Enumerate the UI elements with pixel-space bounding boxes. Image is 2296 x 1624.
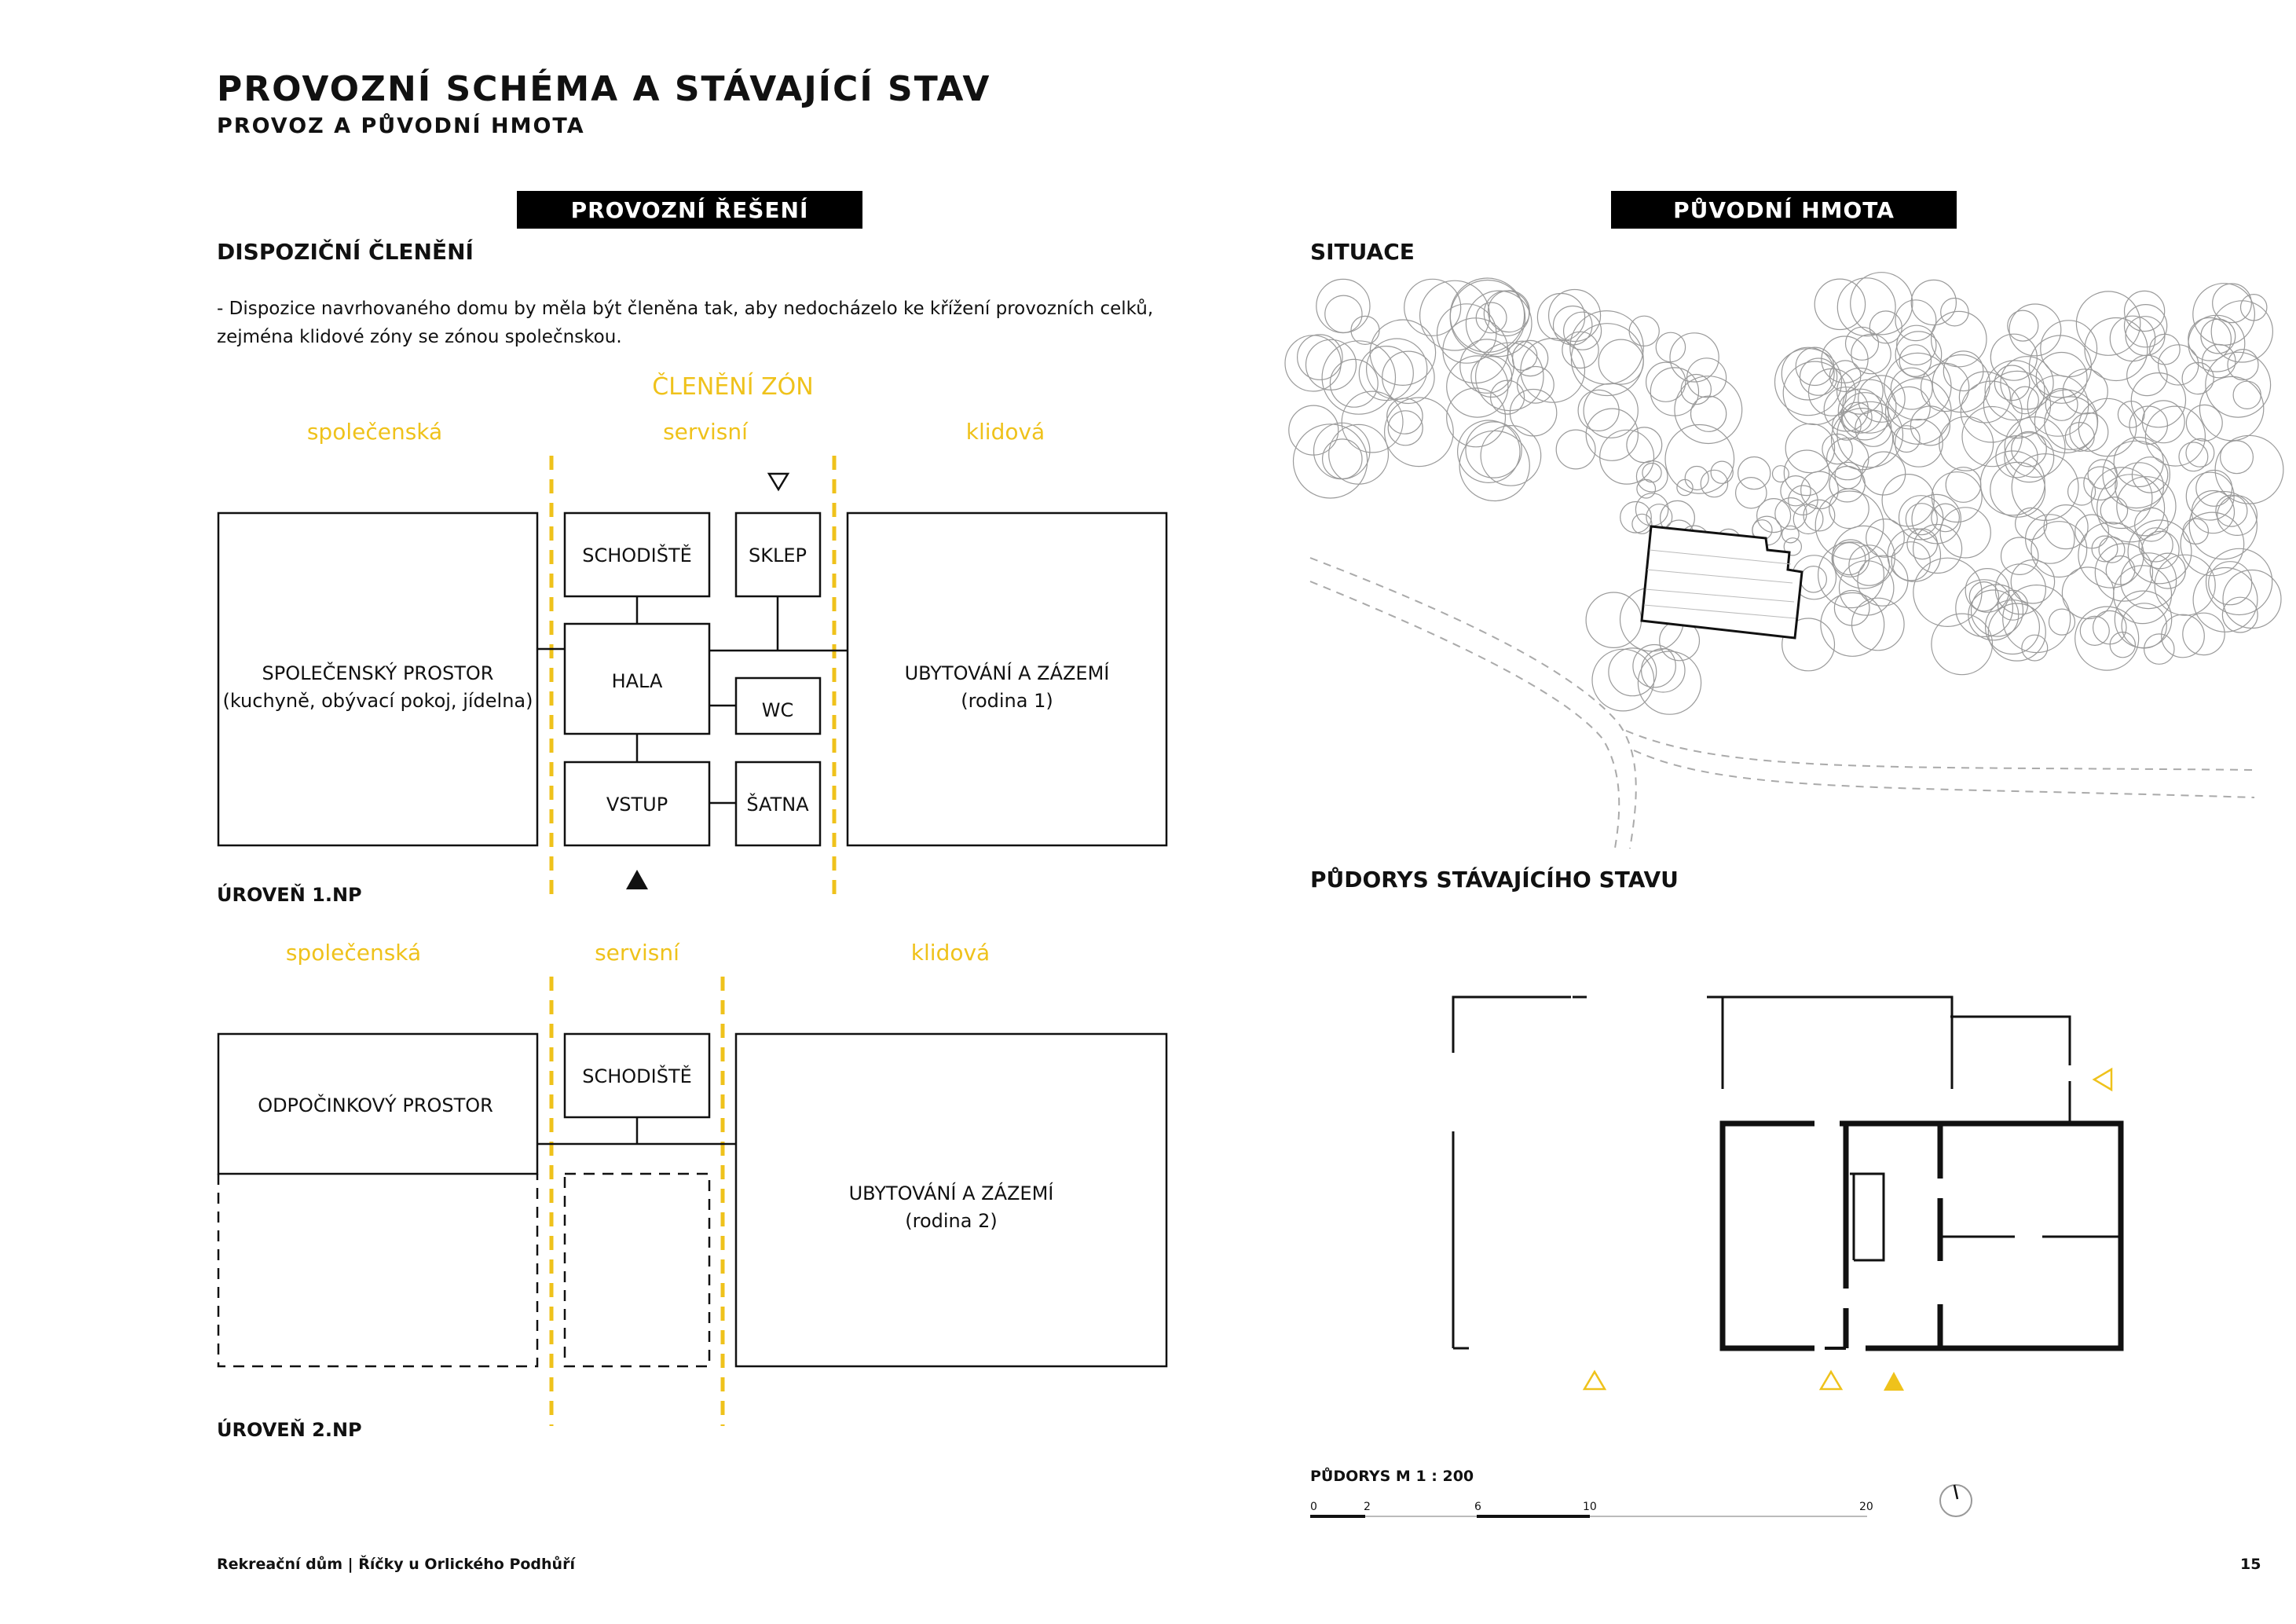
tree-canopy — [1985, 361, 2045, 420]
l2-zone-quiet: klidová — [910, 940, 991, 966]
puvodni-hmota-tag: PŮVODNÍ HMOTA — [1611, 191, 1957, 229]
tree-canopy — [2003, 585, 2071, 653]
tree-canopy — [1939, 416, 1994, 471]
tree-canopy — [2091, 467, 2152, 529]
plan-entrance-main-icon — [1884, 1372, 1904, 1391]
path-west-b — [1310, 581, 1619, 852]
tree-canopy — [2142, 531, 2179, 568]
tree-canopy — [1571, 324, 1643, 396]
l1-social-sub: (kuchyně, obývací pokoj, jídelna) — [222, 690, 533, 712]
l1-hall-label: HALA — [611, 670, 663, 692]
tree-canopy — [2144, 634, 2174, 664]
tree-canopy — [1869, 311, 1902, 343]
tree-canopy — [1980, 451, 2045, 515]
tree-canopy — [1629, 316, 1659, 346]
tree-canopy — [2078, 522, 2144, 588]
scale-tick-2: 2 — [1364, 1501, 1371, 1513]
tree-canopy-group — [1285, 273, 2283, 715]
l1-quiet-sub: (rodina 1) — [961, 690, 1053, 712]
tree-canopy — [1329, 424, 1389, 484]
tree-canopy — [2118, 401, 2144, 428]
tree-canopy — [1359, 346, 1413, 401]
scale-label: PŮDORYS M 1 : 200 — [1310, 1468, 1474, 1485]
page-title: PROVOZNÍ SCHÉMA A STÁVAJÍCÍ STAV — [217, 69, 991, 109]
l1-wc-label: WC — [761, 699, 794, 721]
north-arrow-icon — [1940, 1485, 1972, 1516]
tree-canopy — [1367, 339, 1427, 399]
tree-canopy — [1849, 545, 1889, 585]
level1-label: ÚROVEŇ 1.NP — [217, 884, 362, 906]
intro-line-2: zejména klidové zóny se zónou společnskou. — [217, 327, 622, 347]
tree-canopy — [1891, 542, 1930, 581]
plan-entrance-west-icon — [1584, 1372, 1605, 1389]
tree-canopy — [1884, 353, 1951, 420]
dispozicni-cleneni-heading: DISPOZIČNÍ ČLENĚNÍ — [217, 239, 474, 265]
tree-canopy — [1796, 347, 1833, 385]
tree-canopy — [1323, 439, 1362, 478]
tree-canopy — [1342, 391, 1403, 453]
tree-canopy — [1476, 343, 1543, 410]
tree-canopy — [1932, 311, 1987, 366]
tree-canopy — [1459, 431, 1529, 500]
tree-canopy — [1330, 359, 1378, 407]
tree-canopy — [2213, 284, 2252, 323]
footer-project: Rekreační dům | Říčky u Orlického Podhůří — [217, 1556, 575, 1573]
l1-stairs-label: SCHODIŠTĚ — [582, 544, 692, 566]
tree-canopy — [1385, 398, 1454, 467]
tree-canopy — [1325, 295, 1362, 332]
tree-canopy — [2122, 603, 2166, 648]
tree-canopy — [2193, 284, 2255, 346]
existing-floor-plan — [1453, 997, 2121, 1348]
tree-canopy — [1940, 508, 1990, 558]
tree-canopy — [2131, 373, 2185, 427]
path-east-b — [1634, 750, 2254, 797]
tree-canopy — [1578, 390, 1619, 431]
tree-canopy — [1829, 467, 1865, 502]
tree-canopy — [1821, 593, 1884, 657]
l1-quiet-label: UBYTOVÁNÍ A ZÁZEMÍ — [904, 662, 1110, 684]
page-number: 15 — [2240, 1556, 2261, 1573]
tree-canopy — [1316, 279, 1370, 332]
tree-canopy — [2193, 568, 2258, 632]
tree-canopy — [1484, 291, 1529, 335]
tree-canopy — [1627, 427, 1662, 463]
tree-canopy — [1598, 339, 1643, 384]
cellar-entrance-icon — [769, 474, 788, 489]
tree-canopy — [1314, 423, 1370, 478]
l2-quiet-label: UBYTOVÁNÍ A ZÁZEMÍ — [848, 1182, 1054, 1204]
tree-canopy — [2115, 591, 2171, 647]
tree-canopy — [1862, 452, 1906, 495]
tree-canopy — [1537, 294, 1584, 341]
tree-canopy — [1632, 514, 1652, 533]
scale-tick-10: 10 — [1583, 1501, 1597, 1513]
l1-cellar-label: SKLEP — [749, 544, 807, 566]
tree-canopy — [1450, 278, 1524, 352]
existing-house-footprint — [1642, 526, 1802, 638]
situace-heading: SITUACE — [1310, 239, 1415, 265]
main-entrance-icon — [626, 870, 648, 889]
l1-wardrobe-label: ŠATNA — [746, 794, 809, 816]
tree-canopy — [2196, 471, 2232, 507]
tree-canopy — [1891, 368, 1932, 409]
tree-canopy — [1888, 387, 1931, 429]
tree-canopy — [1800, 358, 1837, 395]
path-east-a — [1626, 731, 2254, 770]
tree-canopy — [2011, 560, 2054, 603]
tree-canopy — [2150, 553, 2185, 588]
tree-canopy — [2199, 376, 2263, 440]
tree-canopy — [1466, 422, 1522, 478]
tree-canopy — [2045, 397, 2097, 449]
l1-entry-label: VSTUP — [606, 794, 668, 816]
tree-canopy — [1895, 332, 1942, 378]
tree-canopy — [1600, 430, 1654, 484]
tree-canopy — [1466, 291, 1532, 357]
l1-zone-quiet: klidová — [965, 419, 1045, 445]
tree-canopy — [1609, 648, 1657, 696]
tree-canopy — [1800, 566, 1826, 592]
tree-canopy — [2183, 613, 2225, 654]
l1-zone-service: servisní — [663, 419, 748, 445]
l2-stairs-void — [565, 1174, 709, 1366]
tree-canopy — [1801, 471, 1839, 509]
tree-canopy — [2070, 413, 2108, 452]
l2-zone-service: servisní — [595, 940, 679, 966]
tree-canopy — [1757, 499, 1791, 533]
tree-canopy — [1458, 420, 1520, 482]
l2-rest-void — [218, 1174, 537, 1366]
tree-canopy — [1306, 339, 1357, 390]
scale-tick-20: 20 — [1859, 1501, 1873, 1513]
tree-canopy — [2008, 310, 2038, 341]
tree-canopy — [2145, 406, 2205, 466]
tree-canopy — [2062, 567, 2114, 619]
tree-canopy — [1675, 376, 1742, 444]
tree-canopy — [1437, 304, 1496, 363]
page-subtitle: PROVOZ A PŮVODNÍ HMOTA — [217, 114, 585, 138]
provozni-reseni-tag: PROVOZNÍ ŘEŠENÍ — [517, 191, 862, 229]
tree-canopy — [1990, 462, 2045, 517]
intro-line-1: - Dispozice navrhovaného domu by měla být členěna tak, aby nedocházelo ke křížení provozních celků, — [217, 299, 1154, 319]
tree-canopy — [1656, 332, 1685, 361]
tree-canopy — [1910, 406, 1950, 445]
tree-canopy — [2126, 317, 2165, 356]
tree-canopy — [2188, 315, 2245, 372]
tree-canopy — [2084, 467, 2117, 500]
level2-label: ÚROVEŇ 2.NP — [217, 1419, 362, 1441]
tree-canopy — [1911, 280, 1956, 324]
tree-canopy — [1685, 467, 1708, 490]
tree-canopy — [2012, 431, 2047, 467]
tree-canopy — [1586, 592, 1641, 647]
l1-social-label: SPOLEČENSKÝ PROSTOR — [262, 662, 494, 684]
l2-zone-social: společenská — [285, 940, 422, 966]
tree-canopy — [1489, 291, 1530, 332]
path-west-a — [1310, 558, 1636, 849]
tree-canopy — [1322, 341, 1395, 414]
tree-canopy — [1635, 493, 1668, 526]
tree-canopy — [1932, 472, 1982, 522]
tree-canopy — [1814, 279, 1865, 329]
tree-canopy — [2092, 536, 2118, 562]
scale-tick-0: 0 — [1310, 1501, 1317, 1513]
l1-zone-social: společenská — [306, 419, 443, 445]
plan-entrance-east-icon — [2094, 1069, 2111, 1090]
tree-canopy — [1785, 423, 1834, 472]
tree-canopy — [1298, 335, 1342, 379]
l2-rest-label: ODPOČINKOVÝ PROSTOR — [258, 1094, 493, 1116]
puvodni-plan-heading: PŮDORYS STÁVAJÍCÍHO STAVU — [1310, 867, 1679, 893]
tree-canopy — [1294, 424, 1368, 498]
tree-canopy — [1907, 529, 1938, 559]
tree-canopy — [1781, 476, 1811, 506]
tree-canopy — [1370, 320, 1435, 385]
plan-entrance-mid-icon — [1821, 1372, 1841, 1389]
l2-stairs-label: SCHODIŠTĚ — [582, 1065, 692, 1087]
tree-canopy — [2135, 508, 2169, 541]
tree-canopy — [1420, 280, 1490, 350]
tree-canopy — [1687, 358, 1727, 398]
tree-canopy — [1943, 351, 1983, 391]
tree-canopy — [2022, 635, 2048, 661]
tree-canopy — [1789, 486, 1818, 515]
zones-title: ČLENĚNÍ ZÓN — [652, 373, 814, 401]
tree-canopy — [1554, 306, 1592, 345]
tree-canopy — [1738, 457, 1771, 489]
tree-canopy — [1556, 430, 1595, 469]
tree-canopy — [2186, 405, 2222, 441]
scale-tick-6: 6 — [1474, 1501, 1481, 1513]
l2-quiet-sub: (rodina 2) — [905, 1210, 998, 1232]
tree-canopy — [2233, 381, 2261, 409]
